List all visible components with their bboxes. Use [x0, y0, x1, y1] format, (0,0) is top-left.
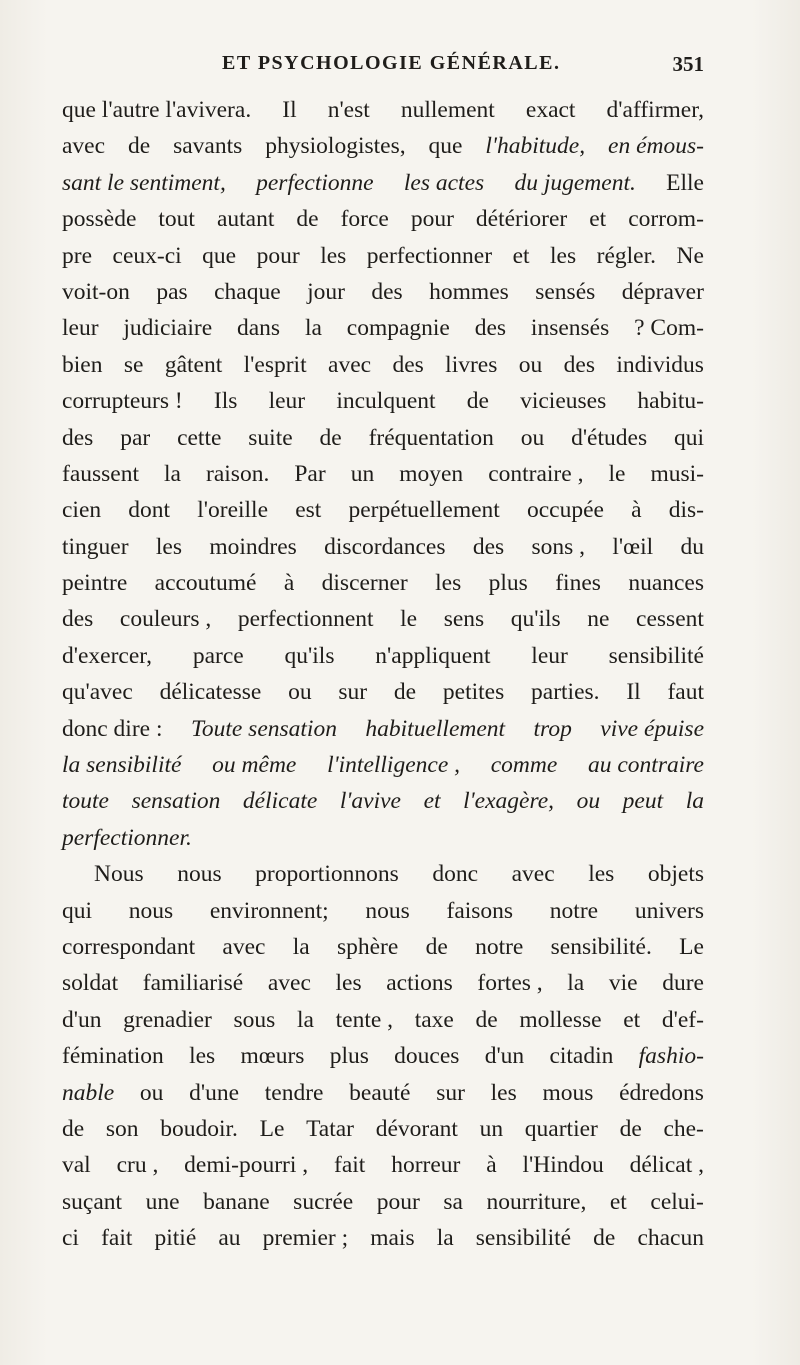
word: sensation	[131, 788, 221, 815]
text-line	[62, 201, 704, 237]
word: banane	[203, 1188, 270, 1215]
word: val	[62, 1152, 91, 1179]
word: nourriture,	[486, 1188, 587, 1215]
word: leur	[62, 315, 99, 342]
word: d'exercer,	[62, 642, 153, 669]
word: en émous-	[608, 133, 704, 160]
word: ou	[576, 788, 601, 815]
word: vive épuise	[600, 715, 704, 742]
text-line	[62, 128, 704, 164]
word: ou même	[212, 752, 297, 779]
word: et	[423, 788, 441, 815]
word: corrupteurs !	[62, 388, 183, 415]
word: de	[593, 1225, 616, 1252]
word: d'une	[189, 1079, 240, 1106]
word: délicatesse	[159, 679, 262, 706]
word: inculquent	[336, 388, 436, 415]
word: des	[371, 278, 403, 305]
word: qu'ils	[284, 642, 335, 669]
word: proportionnons	[255, 861, 399, 888]
word: fémination	[62, 1043, 164, 1070]
word: qui	[673, 424, 704, 451]
text-line	[62, 456, 704, 492]
text-line	[62, 383, 704, 419]
word: taxe	[414, 1006, 454, 1033]
word: mollesse	[519, 1006, 602, 1033]
word: pour	[376, 1188, 420, 1215]
word: possède	[62, 206, 137, 233]
text-line	[62, 783, 704, 819]
word: sensibilité	[608, 642, 704, 669]
word: des	[392, 351, 424, 378]
word: objets	[647, 861, 704, 888]
text-line	[62, 1220, 704, 1256]
word: accoutumé	[154, 570, 257, 597]
text-line	[62, 529, 704, 565]
word: ci	[62, 1225, 79, 1252]
page-number: 351	[672, 52, 704, 76]
word: une	[145, 1188, 180, 1215]
word: plus	[488, 570, 528, 597]
word: raison.	[206, 460, 270, 487]
word: édredons	[619, 1079, 704, 1106]
word: d'ef-	[661, 1006, 704, 1033]
word: d'un	[62, 1006, 102, 1033]
word: l'intelligence ,	[327, 752, 460, 779]
word: sons ,	[531, 533, 586, 560]
word: contraire ,	[488, 460, 584, 487]
word: parties.	[531, 679, 600, 706]
word: dépraver	[621, 278, 704, 305]
word: fines	[555, 570, 601, 597]
word: du	[680, 533, 704, 560]
word: cessent	[636, 606, 704, 633]
word: celui-	[650, 1188, 704, 1215]
word: les	[490, 1079, 517, 1106]
word: fréquentation	[368, 424, 494, 451]
word: sensés	[535, 278, 596, 305]
word: Le	[259, 1115, 285, 1142]
word: avec	[267, 970, 311, 997]
word: l'exagère,	[463, 788, 555, 815]
word: la	[296, 1006, 314, 1033]
word: ou	[520, 424, 545, 451]
word: les actes	[403, 169, 485, 196]
word: couleurs ,	[119, 606, 212, 633]
word: l'avive	[339, 788, 401, 815]
text-line	[62, 674, 704, 710]
word: jour	[307, 278, 345, 305]
word: les	[320, 242, 347, 269]
text-line	[62, 638, 704, 674]
word: à	[486, 1152, 497, 1179]
word: sensibilité	[475, 1225, 572, 1252]
word: faisons	[446, 897, 514, 924]
word: discordances	[324, 533, 446, 560]
text-line	[62, 565, 704, 601]
word: individus	[616, 351, 704, 378]
word: est	[295, 497, 322, 524]
text-line	[62, 165, 704, 201]
text-line	[62, 492, 704, 528]
word: et	[589, 206, 607, 233]
word: beauté	[349, 1079, 411, 1106]
word: horreur	[391, 1152, 461, 1179]
word: physiologistes,	[265, 133, 406, 160]
word: la	[436, 1225, 454, 1252]
word: de	[319, 424, 342, 451]
word: discerner	[321, 570, 408, 597]
text-line	[62, 856, 704, 892]
page-header	[62, 52, 704, 86]
word: leur	[268, 388, 306, 415]
word: la	[292, 933, 310, 960]
word: occupée	[526, 497, 604, 524]
word: l'oreille	[197, 497, 269, 524]
word: parce	[192, 642, 244, 669]
word: le	[608, 460, 626, 487]
word: pre	[62, 242, 93, 269]
word: tout	[158, 206, 195, 233]
word: Par	[294, 460, 326, 487]
word: judiciaire	[123, 315, 213, 342]
word: nous	[365, 897, 410, 924]
word: notre	[475, 933, 524, 960]
word: par	[120, 424, 151, 451]
word: dont	[128, 497, 171, 524]
word: comme	[490, 752, 558, 779]
text-line	[62, 1147, 704, 1183]
word: à	[631, 497, 642, 524]
word: de	[296, 206, 319, 233]
text-line	[62, 1111, 704, 1147]
word: perfectionner.	[62, 824, 192, 851]
word: n'est	[327, 97, 370, 123]
word: sur	[338, 679, 368, 706]
word: vicieuses	[520, 388, 607, 415]
word: habituellement	[365, 715, 506, 742]
word: moindres	[209, 533, 297, 560]
text-line	[62, 601, 704, 637]
word: sphère	[336, 933, 399, 960]
word: gâtent	[164, 351, 223, 378]
word: Nous	[94, 861, 144, 888]
word: de	[425, 933, 448, 960]
word: suçant	[62, 1188, 123, 1215]
text-line	[62, 92, 704, 128]
word: de	[619, 1115, 642, 1142]
word: environnent;	[209, 897, 329, 924]
word: faut	[667, 679, 704, 706]
word: trop	[533, 715, 572, 742]
word: chaque	[214, 278, 281, 305]
word: de	[466, 388, 489, 415]
word: perfectionnent	[237, 606, 374, 633]
word: détériorer	[475, 206, 568, 233]
text-line	[62, 310, 704, 346]
word: ou	[288, 679, 312, 706]
word: son	[105, 1115, 139, 1142]
word: donc dire :	[62, 715, 163, 742]
word: avec	[222, 933, 266, 960]
word: demi-pourri ,	[184, 1152, 309, 1179]
word: l'Hindou	[522, 1152, 604, 1179]
word: la	[304, 315, 322, 342]
text-line	[62, 965, 704, 1001]
text-line	[62, 1184, 704, 1220]
word: dévorant	[375, 1115, 458, 1142]
word: vie	[608, 970, 638, 997]
word: Elle	[666, 169, 704, 196]
word: hommes	[429, 278, 509, 305]
word: n'appliquent	[375, 642, 491, 669]
word: compagnie	[346, 315, 450, 342]
word: mais	[370, 1225, 415, 1252]
word: sur	[436, 1079, 465, 1106]
word: tinguer	[62, 533, 129, 560]
word: sa	[443, 1188, 463, 1215]
word: Ils	[213, 388, 238, 415]
word: pour	[256, 242, 300, 269]
word: ceux-ci	[112, 242, 182, 269]
text-line	[62, 747, 704, 783]
word: cette	[177, 424, 222, 451]
body-text	[62, 92, 704, 1257]
word: nous	[128, 897, 174, 924]
word: un	[350, 460, 375, 487]
word: et	[623, 1006, 641, 1033]
word: qui	[62, 897, 93, 924]
word: Tatar	[306, 1115, 355, 1142]
word: qu'avec	[62, 679, 133, 706]
word: délicate	[242, 788, 318, 815]
word: et	[512, 242, 530, 269]
text-line	[62, 893, 704, 929]
word: corrom-	[628, 206, 704, 233]
word: cien	[62, 497, 102, 524]
word: peintre	[62, 570, 128, 597]
word: plus	[329, 1043, 369, 1070]
word: faussent	[62, 460, 140, 487]
text-line	[62, 929, 704, 965]
word: la sensibilité	[62, 752, 182, 779]
word: sensibilité.	[550, 933, 652, 960]
text-line	[62, 711, 704, 747]
word: sucrée	[293, 1188, 354, 1215]
word: nuances	[628, 570, 704, 597]
text-line	[62, 1038, 704, 1074]
word: petites	[442, 679, 505, 706]
word: au contraire	[588, 752, 704, 779]
word: force	[340, 206, 389, 233]
word: leur	[531, 642, 568, 669]
word: grenadier	[123, 1006, 212, 1033]
word: mous	[542, 1079, 594, 1106]
word: toute	[62, 788, 109, 815]
word: un	[479, 1115, 504, 1142]
word: boudoir.	[160, 1115, 238, 1142]
word: délicat ,	[629, 1152, 704, 1179]
text-line	[62, 1002, 704, 1038]
word: cru ,	[116, 1152, 159, 1179]
word: les	[155, 533, 183, 560]
word: nous	[177, 861, 222, 888]
word: moyen	[399, 460, 464, 487]
word: habitu-	[637, 388, 704, 415]
word: de	[62, 1115, 85, 1142]
word: la	[685, 788, 704, 815]
word: l'œil	[612, 533, 654, 560]
word: sous	[233, 1006, 276, 1033]
word: citadin	[549, 1043, 614, 1070]
word: notre	[549, 897, 599, 924]
word: tendre	[264, 1079, 324, 1106]
word: régler.	[596, 242, 657, 269]
word: perpétuellement	[348, 497, 500, 524]
word: che-	[663, 1115, 704, 1142]
word: qu'ils	[510, 606, 561, 633]
running-title: ET PSYCHOLOGIE GÉNÉRALE.	[222, 52, 561, 74]
word: des	[62, 424, 94, 451]
word: nable	[62, 1079, 115, 1106]
word: la	[164, 460, 181, 487]
word: ou	[518, 351, 543, 378]
word: fortes ,	[477, 970, 543, 997]
word: familiarisé	[142, 970, 244, 997]
word: la	[567, 970, 585, 997]
word: insensés	[530, 315, 610, 342]
word: les	[550, 242, 577, 269]
word: les	[588, 861, 615, 888]
word: d'affirmer,	[606, 97, 704, 123]
word: des	[62, 606, 94, 633]
word: du jugement.	[514, 169, 636, 196]
word: l'habitude,	[485, 133, 586, 160]
word: peut	[622, 788, 664, 815]
word: donc	[432, 861, 479, 888]
word: ou	[139, 1079, 164, 1106]
text-line	[62, 274, 704, 310]
word: avec	[62, 133, 106, 160]
word: actions	[386, 970, 453, 997]
word: l'esprit	[243, 351, 307, 378]
word: autant	[216, 206, 275, 233]
word: chacun	[637, 1225, 704, 1252]
text-line	[62, 820, 704, 856]
word: fait	[101, 1225, 133, 1252]
word: de	[393, 679, 417, 706]
word: avec	[511, 861, 555, 888]
word: de	[475, 1006, 498, 1033]
word: univers	[634, 897, 704, 924]
word: au	[218, 1225, 241, 1252]
word: se	[123, 351, 144, 378]
word: pitié	[154, 1225, 197, 1252]
word: que	[428, 133, 463, 160]
word: d'un	[484, 1043, 525, 1070]
word: correspondant	[62, 933, 196, 960]
text-line	[62, 238, 704, 274]
word: que l'autre l'avivera.	[62, 97, 252, 123]
word: dure	[662, 970, 704, 997]
word: soldat	[62, 970, 119, 997]
text-line	[62, 347, 704, 383]
word: voit-on	[62, 278, 130, 305]
word: Toute sensation	[190, 715, 337, 742]
word: perfectionne	[256, 169, 374, 196]
word: quartier	[524, 1115, 598, 1142]
word: des	[472, 533, 505, 560]
word: Ne	[676, 242, 704, 269]
word: dans	[237, 315, 281, 342]
word: d'études	[571, 424, 648, 451]
word: dis-	[668, 497, 704, 524]
word: douces	[394, 1043, 460, 1070]
word: pour	[410, 206, 454, 233]
word: nullement	[400, 97, 495, 123]
word: des	[474, 315, 507, 342]
word: avec	[328, 351, 372, 378]
word: mœurs	[240, 1043, 305, 1070]
word: exact	[525, 97, 576, 123]
word: les	[435, 570, 462, 597]
word: livres	[445, 351, 498, 378]
word: pas	[156, 278, 188, 305]
word: fait	[334, 1152, 366, 1179]
word: bien	[62, 351, 103, 378]
word: ? Com-	[634, 315, 704, 342]
word: musi-	[650, 460, 704, 487]
word: tente ,	[335, 1006, 394, 1033]
text-line	[62, 420, 704, 456]
word: premier ;	[262, 1225, 349, 1252]
word: suite	[248, 424, 293, 451]
word: Il	[626, 679, 641, 706]
word: Il	[282, 97, 297, 123]
word: Le	[679, 933, 704, 960]
word: que	[202, 242, 237, 269]
text-line	[62, 1075, 704, 1111]
word: fashio-	[638, 1043, 704, 1070]
word: les	[189, 1043, 216, 1070]
word: de	[127, 133, 151, 160]
word: savants	[173, 133, 243, 160]
word: à	[283, 570, 295, 597]
word: ne	[587, 606, 610, 633]
word: des	[563, 351, 595, 378]
word: et	[609, 1188, 627, 1215]
word: sant le sentiment,	[62, 169, 226, 196]
word: les	[335, 970, 362, 997]
word: perfectionner	[366, 242, 493, 269]
word: sens	[443, 606, 485, 633]
word: le	[400, 606, 418, 633]
